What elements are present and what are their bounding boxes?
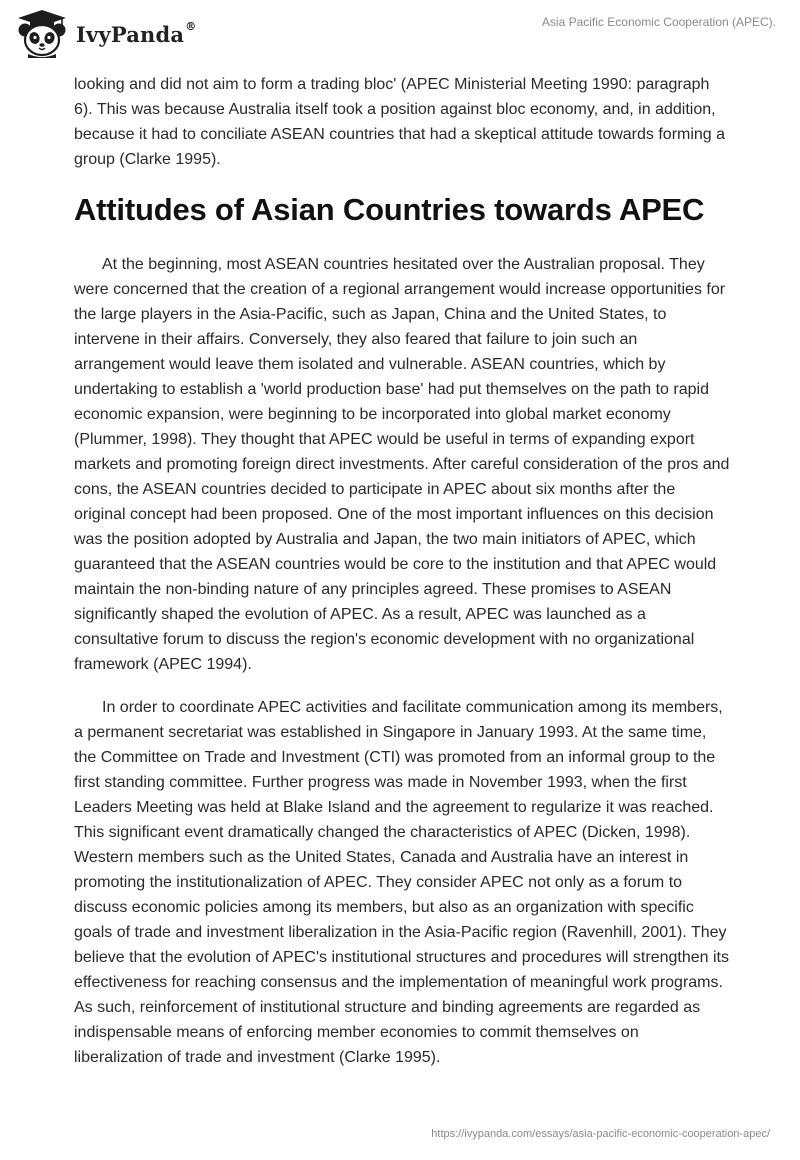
panda-graduate-icon xyxy=(14,8,70,58)
document-title: Asia Pacific Economic Cooperation (APEC). xyxy=(541,15,776,29)
section-heading: Attitudes of Asian Countries towards APEC xyxy=(74,192,705,227)
body-paragraph: In order to coordinate APEC activities and facilitate communication among its members, a permanent secretariat was established in Singapore in January 1993. At the same time, the Committee on Trade and Investment (CTI) was promoted from an informal group to the first standing committee. Further progress was made in November 1993, when the first Leaders Meeting was held at Blake Island and the agreement to regularize it was reached. This significant event dramatically changed the characteristics of APEC (Dicken, 1998). Western members such as the United States, Canada and Australia have an interest in promoting the institutionalization of APEC. They consider APEC not only as a forum to discuss economic policies among its members, but also as an organization with specific goals of trade and investment liberalization in the Asia-Pacific region (Ravenhill, 2001). They believe that the evolution of APEC's institutional structures and procedures will strengthen its effectiveness for reaching consensus and the implementation of meaningful work programs. As such, reinforcement of institutional structure and binding agreements are regarded as indispensable means of enforcing member economies to commit themselves on liberalization of trade and investment (Clarke 1995). xyxy=(74,699,729,1066)
brand-name-text: IvyPanda xyxy=(76,21,185,47)
source-url-link[interactable]: https://ivypanda.com/essays/asia-pacific-economic-cooperation-apec/ xyxy=(431,1128,770,1140)
page-header xyxy=(0,0,800,70)
intro-paragraph: looking and did not aim to form a trading bloc' (APEC Ministerial Meeting 1990: paragraph 6). This was because Australia itself took a position against bloc economy, and, in addition, because it had to conciliate ASEAN countries that had a skeptical attitude towards forming a group (Clarke 1995). xyxy=(74,76,726,168)
article-body xyxy=(74,72,730,1088)
ivypanda-logo[interactable] xyxy=(14,8,196,58)
registered-mark: ® xyxy=(185,19,197,33)
body-paragraph: At the beginning, most ASEAN countries hesitated over the Australian proposal. They were concerned that the creation of a regional arrangement would increase opportunities for the large players in the Asia-Pacific, such as Japan, China and the United States, to intervene in their affairs. Conversely, they also feared that failure to join such an arrangement would leave them isolated and vulnerable. ASEAN countries, which by undertaking to establish a 'world production base' had put themselves on the path to rapid economic expansion, were beginning to be incorporated into global market economy (Plummer, 1998). They thought that APEC would be useful in terms of expanding export markets and promoting foreign direct investments. After careful consideration of the pros and cons, the ASEAN countries decided to participate in APEC about six months after the original concept had been proposed. One of the most important influences on this decision was the position adopted by Australia and Japan, the two main initiators of APEC, which guaranteed that the ASEAN countries would be core to the institution and that APEC would maintain the non-binding nature of any principles agreed. These promises to ASEAN significantly shaped the evolution of APEC. As a result, APEC was launched as a consultative forum to discuss the region's economic development with no organizational framework (APEC 1994). xyxy=(74,256,730,673)
brand-name xyxy=(76,19,197,47)
